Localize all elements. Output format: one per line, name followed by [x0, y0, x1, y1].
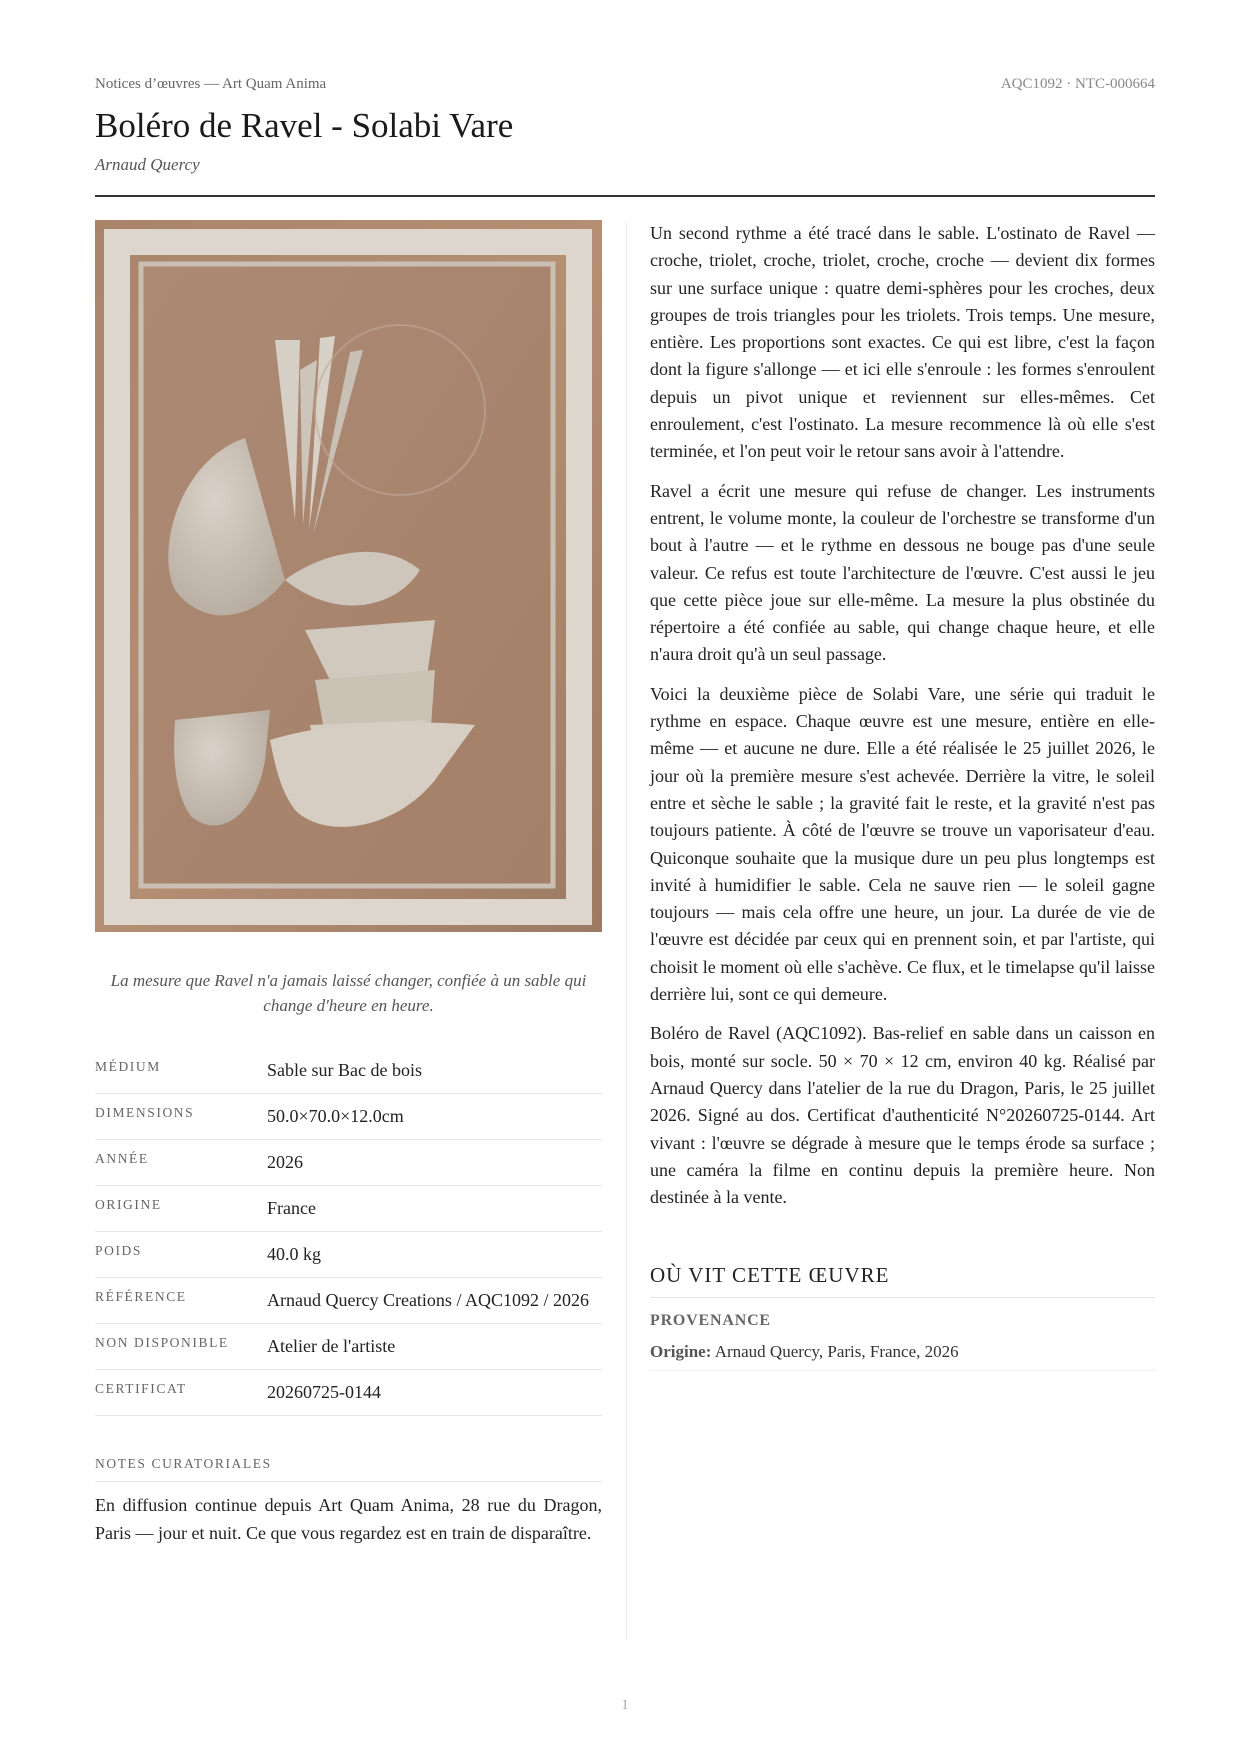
metadata-row — [95, 1140, 602, 1186]
artwork-photo — [95, 220, 602, 932]
body-paragraph: Boléro de Ravel (AQC1092). Bas-relief en sable dans un caisson en bois, monté sur socle. 50 × 70 × 12 cm, environ 40 kg. Réalisé par Arnaud Quercy dans l'atelier de la rue du Dragon, Paris, le 25 juillet 2026. Signé au dos. Certificat d'authenticité N°20260725-0144. Art vivant : l'œuvre se dégrade à mesure que le temps érode sa surface ; une caméra la filme en continu depuis la première heure. Non destinée à la vente. — [650, 1023, 1155, 1208]
artwork-title: Boléro de Ravel - Solabi Vare — [95, 106, 514, 145]
metadata-row — [95, 1370, 602, 1416]
body-paragraph: Voici la deuxième pièce de Solabi Vare, une série qui traduit le rythme en espace. Chaque œuvre est une mesure, entière en elle-même — et aucune ne dure. Elle a été réalisée le 25 juillet 2026, le jour où la première mesure s'est achevée. Derrière la vitre, le soleil entre et sèche le sable ; la gravité fait le reste, et la gravité n'est pas toujours patiente. À côté de l'œuvre se trouve un vaporisateur d'eau. Quiconque souhaite que la musique dure un peu plus longtemps est invité à humidifier le sable. Cela ne sauve rien — le soleil gagne toujours — mais cela offre une heure, un jour. La durée de vie de l'œuvre est décidée par ceux qui en prennent soin, et par l'artiste, qui choisit le moment où elle s'achève. Ce flux, et le timelapse qu'il laisse derrière lui, sont ce qui demeure. — [650, 683, 1155, 1005]
metadata-value: Arnaud Quercy Creations / AQC1092 / 2026 — [267, 1278, 602, 1324]
origin-label: Origine: — [650, 1342, 712, 1362]
column-divider — [626, 222, 627, 1640]
metadata-label: CERTIFICAT — [95, 1370, 267, 1416]
metadata-row — [95, 1324, 602, 1370]
provenance-origin — [650, 1342, 1155, 1371]
section-title: OÙ VIT CETTE ŒUVRE — [650, 1263, 1155, 1298]
origin-value: Arnaud Quercy, Paris, France, 2026 — [714, 1342, 959, 1362]
metadata-row — [95, 1232, 602, 1278]
reference-code: AQC1092 · NTC-000664 — [1000, 76, 1155, 92]
provenance-heading: PROVENANCE — [650, 1312, 771, 1330]
metadata-value: Atelier de l'artiste — [267, 1324, 602, 1370]
metadata-value: Sable sur Bac de bois — [267, 1048, 602, 1094]
metadata-row — [95, 1186, 602, 1232]
metadata-label: POIDS — [95, 1232, 267, 1278]
curatorial-notes-text: En diffusion continue depuis Art Quam Anima, 28 rue du Dragon, Paris — jour et nuit. Ce que vous regardez est en train de disparaître. — [95, 1495, 602, 1543]
document-page — [95, 0, 1155, 1754]
metadata-value: 20260725-0144 — [267, 1370, 602, 1416]
curatorial-notes-heading: NOTES CURATORIALES — [95, 1456, 602, 1482]
metadata-label: DIMENSIONS — [95, 1094, 267, 1140]
collection-label: Notices d’œuvres — Art Quam Anima — [95, 76, 327, 92]
metadata-row — [95, 1278, 602, 1324]
artist-name: Arnaud Quercy — [95, 155, 200, 174]
body-paragraph: Ravel a écrit une mesure qui refuse de changer. Les instruments entrent, le volume monte, la couleur de l'orchestre se transforme d'un bout à l'autre — et le rythme en dessous ne bouge pas d'une seule valeur. Ce refus est toute l'architecture de l'œuvre. C'est aussi le jeu que cette pièce joue sur elle-même. La mesure la plus obstinée du répertoire a été confiée au sable, qui change chaque heure, et elle n'aura droit qu'à un seul passage. — [650, 480, 1155, 665]
metadata-value: 50.0×70.0×12.0cm — [267, 1094, 602, 1140]
metadata-label: ORIGINE — [95, 1186, 267, 1232]
metadata-row — [95, 1094, 602, 1140]
metadata-table — [95, 1048, 602, 1416]
metadata-row — [95, 1048, 602, 1094]
page-header — [95, 76, 1155, 93]
metadata-label: NON DISPONIBLE — [95, 1324, 267, 1370]
metadata-value: 2026 — [267, 1140, 602, 1186]
left-column — [95, 220, 602, 1547]
page-number: 1 — [621, 1697, 629, 1713]
body-paragraph: Un second rythme a été tracé dans le sable. L'ostinato de Ravel — croche, triolet, croche, triolet, croche, croche — devient dix formes sur une surface unique : quatre demi-sphères pour les croches, deux groupes de trois triangles pour les triolets. Trois temps. Une mesure, entière. Les proportions sont exactes. Ce qui est libre, c'est la façon dont la figure s'allonge — et ici elle s'enroule : les formes s'enroulent depuis un pivot unique et reviennent sur elles-mêmes. Cet enroulement, c'est l'ostinato. La mesure recommence là où elle s'est terminée, et l'on peut voir le retour sans avoir à l'attendre. — [650, 223, 1155, 462]
metadata-label: MÉDIUM — [95, 1048, 267, 1094]
artwork-caption: La mesure que Ravel n'a jamais laissé changer, confiée à un sable qui change d'heure en heure. — [110, 971, 587, 1015]
right-column — [650, 220, 1155, 1371]
metadata-value: France — [267, 1186, 602, 1232]
metadata-label: RÉFÉRENCE — [95, 1278, 267, 1324]
header-divider — [95, 195, 1155, 197]
metadata-label: ANNÉE — [95, 1140, 267, 1186]
metadata-value: 40.0 kg — [267, 1232, 602, 1278]
